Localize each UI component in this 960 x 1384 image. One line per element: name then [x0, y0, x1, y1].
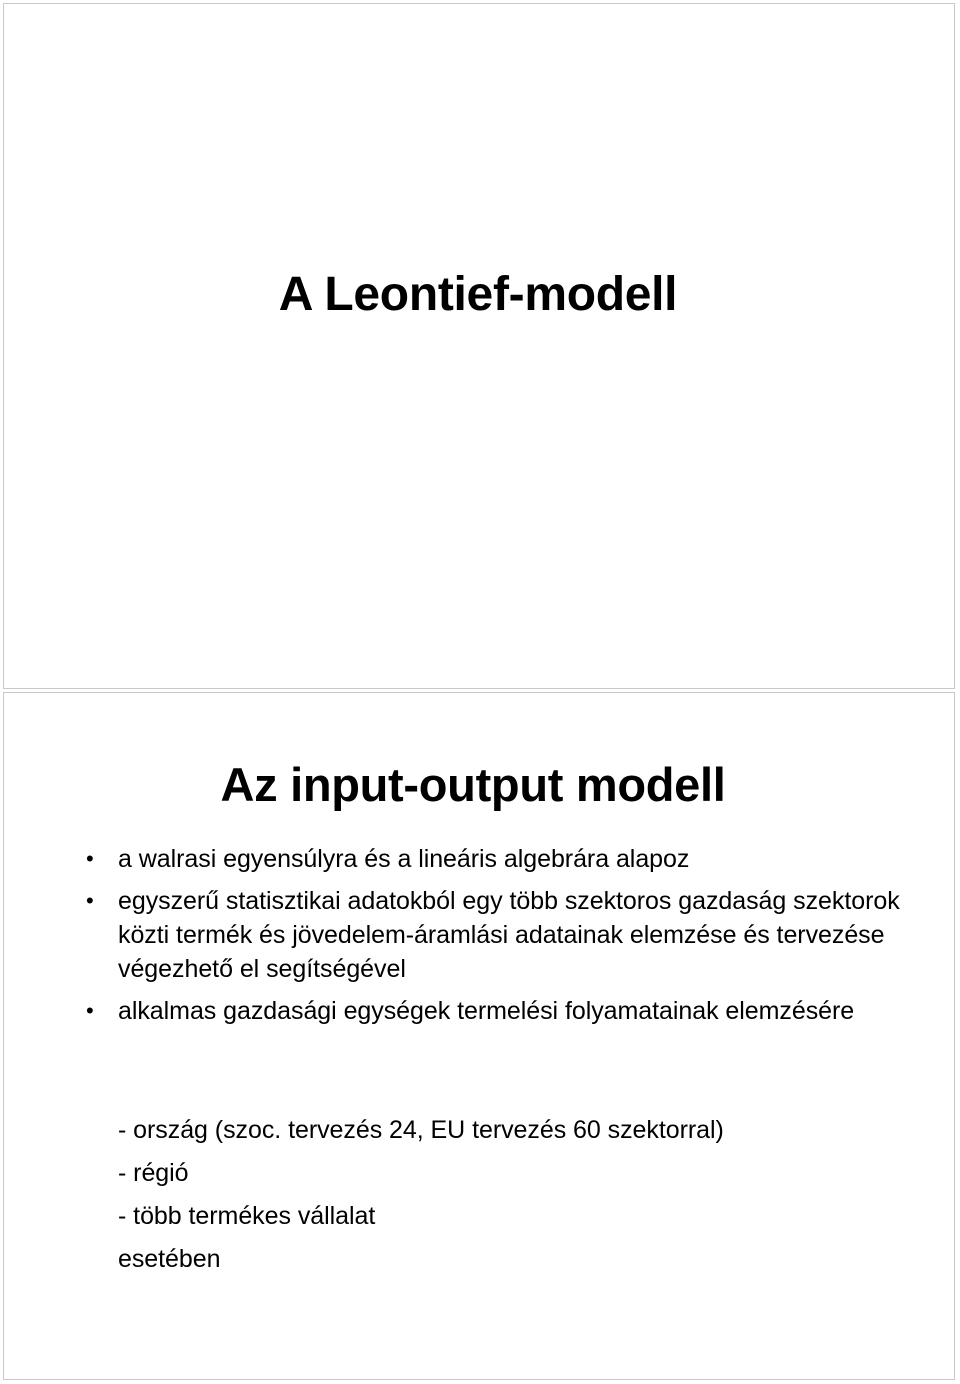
slide-2-title: Az input-output modell	[220, 758, 726, 811]
bullet-item-1: • a walrasi egyensúlyra és a lineáris algebrára alapoz	[118, 842, 918, 876]
slide-2	[3, 692, 955, 1380]
slide-1-title: A Leontief-modell	[278, 268, 678, 321]
sub-item-country: - ország (szoc. tervezés 24, EU tervezés 60 szektorral)	[118, 1116, 724, 1144]
sub-item-company: - több termékes vállalat	[118, 1202, 376, 1230]
sub-list	[118, 1109, 724, 1281]
bullet-list	[118, 842, 918, 1036]
closing-line: esetében	[118, 1245, 221, 1273]
bullet-item-2: • egyszerű statisztikai adatokból egy több szektoros gazdaság szektorok közti termék és jövedelem-áramlási adatainak elemzése és tervezése végezhető el segítségével	[118, 884, 918, 986]
bullet-item-3: • alkalmas gazdasági egységek termelési folyamatainak elemzésére	[118, 994, 918, 1028]
slide-1	[3, 3, 955, 689]
sub-item-region: - régió	[118, 1159, 189, 1187]
